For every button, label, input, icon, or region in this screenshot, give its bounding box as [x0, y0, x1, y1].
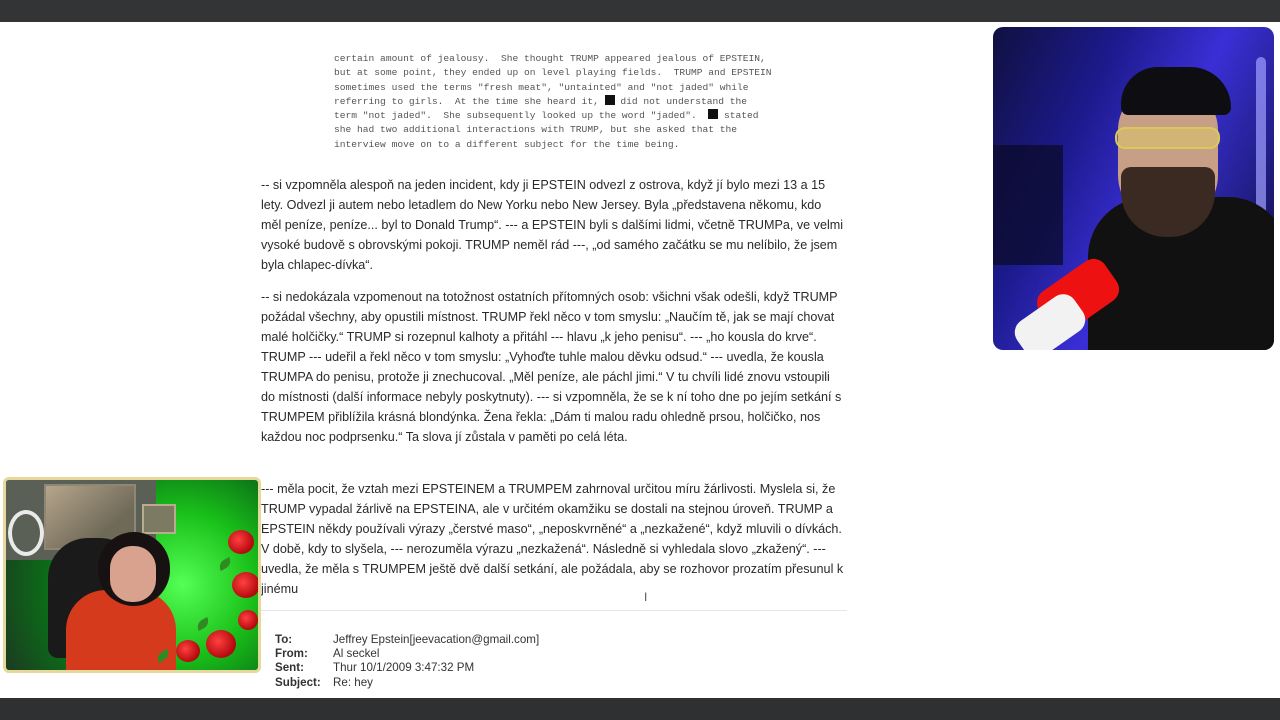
email-sent-value: Thur 10/1/2009 3:47:32 PM — [333, 661, 475, 675]
rose-decoration — [176, 640, 200, 662]
redaction-box — [708, 109, 718, 119]
ring-light — [8, 510, 44, 556]
divider — [261, 610, 847, 611]
scan-line: she had two additional interactions with TRUMP, but she asked that the — [334, 124, 738, 136]
email-sent-row — [275, 661, 539, 675]
guest-face — [110, 546, 156, 602]
translation-paragraph: -- si vzpomněla alespoň na jeden incident, kdy ji EPSTEIN odvezl z ostrova, když jí bylo mezi 13 a 15 lety. Odvezl ji autem nebo letadlem do New Yorku nebo New Jersey. Byla „představena někomu, kdo měl peníze, peníze... byl to Donald Trump“. --- a EPSTEIN byli s dalšími lidmi, včetně TRUMPa, ve velmi vysoké budově s obrovskými pokoji. TRUMP neměl rád ---, „od samého začátku se mu nelíbilo, že jsem byla chlapec-dívka“. — [261, 178, 844, 272]
translation-paragraph: --- měla pocit, že vztah mezi EPSTEINEM a TRUMPEM zahrnoval určitou míru žárlivosti. Myslela si, že TRUMP vypadal žárlivě na EPSTEINA, ale v určitém okamžiku se dostali na stejnou úroveň. TRUMP a EPSTEIN někdy používali výrazy „čerstvé maso“, „neposkvrněné“ a „nezkažené“, když mluvili o dívkách. V době, kdy to slyšela, --- nerozuměla výrazu „nezkažená“. Následně si vyhledala slovo „zkažený“. --- uvedla, že měla s TRUMPEM ještě dvě další setkání, ale požádala, aby se rozhovor prozatím přesunul k jinému — [261, 482, 844, 596]
email-subject-value: Re: hey — [333, 675, 373, 689]
email-from-row — [275, 647, 539, 661]
email-to-row — [275, 633, 539, 647]
background-shelf — [993, 145, 1063, 265]
streamer-cap — [1121, 67, 1231, 115]
email-header — [275, 633, 539, 690]
scan-line: certain amount of jealousy. She thought TRUMP appeared jealous of EPSTEIN, — [334, 53, 766, 64]
streamer-glasses — [1115, 127, 1220, 149]
redaction-box — [605, 95, 615, 105]
rose-decoration — [232, 572, 260, 598]
scan-line: term "not jaded". She subsequently looked up the word "jaded". — [334, 110, 697, 122]
text-cursor-icon: I — [644, 590, 648, 604]
scan-line: stated — [718, 110, 759, 122]
scan-line: but at some point, they ended up on level playing fields. TRUMP and EPSTEIN — [334, 67, 772, 79]
scan-line: referring to girls. At the time she heard it, — [334, 95, 599, 107]
rose-decoration — [228, 530, 254, 554]
guest-webcam-overlay — [3, 477, 261, 673]
scanned-fbi-excerpt — [334, 52, 794, 152]
scan-line: sometimes used the terms "fresh meat", "untainted" and "not jaded" while — [334, 81, 749, 93]
email-subject-label: Subject: — [275, 675, 321, 689]
leaf-decoration — [195, 617, 211, 631]
rose-decoration — [206, 630, 236, 658]
streamer-webcam-overlay — [993, 27, 1274, 350]
email-to-label: To: — [275, 633, 293, 646]
leaf-decoration — [217, 557, 233, 571]
scan-line: did not understand the — [614, 95, 748, 107]
wall-frame — [142, 504, 176, 534]
email-subject-row — [275, 676, 539, 690]
email-to-value: Jeffrey Epstein[jeevacation@gmail.com] — [333, 633, 540, 646]
scan-line: interview move on to a different subject for the time being. — [334, 138, 680, 150]
browser-bottom-bar — [0, 698, 1280, 720]
email-from-value: Al seckel — [333, 647, 380, 661]
email-from-label: From: — [275, 647, 308, 661]
translation-paragraph: -- si nedokázala vzpomenout na totožnost ostatních přítomných osob: všichni však odešli, když TRUMP požádal všechny, aby opustili místnost. TRUMP řekl něco v tom smyslu: „Naučím tě, jak se mají chovat malé holčičky.“ TRUMP si rozepnul kalhoty a přitáhl --- hlavu „k jeho penisu“. --- „ho kousla do krve“. TRUMP --- udeřil a řekl něco v tom smyslu: „Vyhoďte tuhle malou děvku odsud.“ --- uvedla, že kousla TRUMPA do penisu, protože ji znechucoval. „Měl peníze, ale páchl jimi.“ V tu chvíli lidé znovu vstoupili do místnosti (další informace nebyly poskytnuty). --- si vzpomněla, že se k ní toho dne po jejím setkání s TRUMPEM přiblížila krásná blondýnka. Žena řekla: „Dám ti malou radu ohledně prsou, holčičko, nos každou noc podprsenku.“ Ta slova jí zůstala v paměti po celá léta. — [261, 290, 842, 444]
browser-top-bar — [0, 0, 1280, 22]
email-sent-label: Sent: — [275, 661, 304, 675]
rose-decoration — [238, 610, 258, 630]
